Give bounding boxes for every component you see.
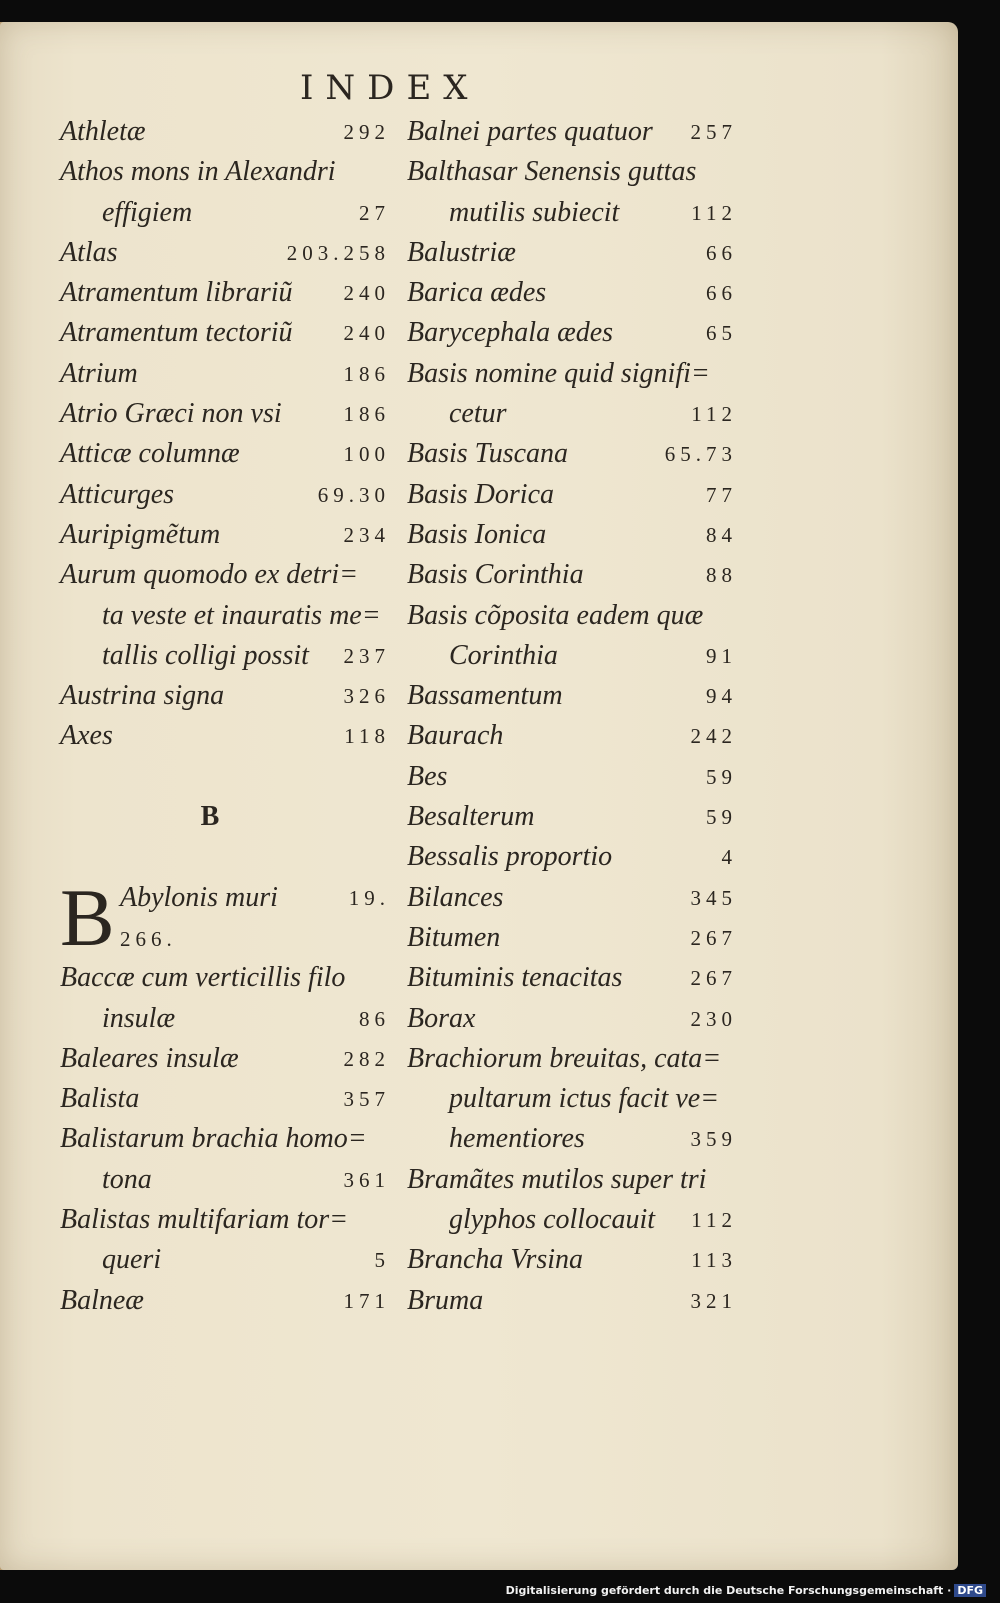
entry-term: Balistas multifariam tor= — [60, 1204, 349, 1236]
entry-term: Auripigmẽtum — [60, 518, 221, 550]
entry-term: pultarum ictus facit ve= — [449, 1083, 720, 1115]
entry-term: Barycephala ædes — [407, 317, 614, 349]
index-entry — [407, 797, 737, 837]
index-entry — [407, 716, 737, 756]
entry-page: 118 — [344, 724, 390, 749]
index-entry — [407, 1039, 737, 1079]
entry-page: 282 — [343, 1046, 390, 1071]
left-column — [60, 112, 390, 1321]
index-entry — [60, 1039, 390, 1079]
entry-page: 88 — [706, 563, 737, 588]
index-entry — [60, 233, 390, 273]
index-entry — [407, 596, 737, 636]
entry-page: 19. — [348, 885, 390, 910]
entry-term: Basis Dorica — [407, 478, 554, 510]
index-entry — [60, 636, 390, 676]
dfg-logo: DFG — [954, 1584, 986, 1597]
left-entry-list-b — [60, 958, 390, 1321]
entry-term: effigiem — [102, 196, 193, 228]
index-entry — [60, 999, 390, 1039]
index-entry — [407, 878, 737, 918]
entry-term: glyphos collocauit — [449, 1204, 656, 1236]
index-entry — [60, 475, 390, 515]
entry-term: Balista — [60, 1083, 140, 1115]
entry-page: 100 — [343, 442, 390, 467]
entry-page: 359 — [690, 1127, 737, 1152]
credit-text: Digitalisierung gefördert durch die Deutsche Forschungsgemeinschaft · — [505, 1584, 952, 1597]
entry-page: 186 — [343, 361, 390, 386]
entry-page: 27 — [359, 200, 390, 225]
index-entry — [407, 1240, 737, 1280]
entry-term: Baurach — [407, 720, 504, 752]
entry-term: Basis Ionica — [407, 518, 547, 550]
entry-page: 257 — [690, 120, 737, 144]
dropcap-initial: B — [60, 871, 115, 963]
entry-page: 5 — [374, 1248, 390, 1273]
entry-term: cetur — [449, 398, 507, 430]
index-entry — [407, 999, 737, 1039]
entry-term: Bilances — [407, 881, 504, 913]
entry-page: 66 — [706, 240, 737, 265]
entry-term: Axes — [60, 720, 113, 752]
index-entry — [60, 555, 390, 595]
index-entry — [407, 958, 737, 998]
entry-page: 266. — [120, 926, 177, 951]
spacer — [60, 757, 390, 797]
right-entry-list — [407, 112, 737, 1321]
digitization-credit — [506, 1584, 986, 1597]
index-entry — [407, 918, 737, 958]
entry-term: tallis colligi possit — [102, 639, 309, 671]
section-letter: B — [200, 801, 220, 833]
entry-page: 345 — [690, 885, 737, 910]
entry-term: Baccæ cum verticillis filo — [60, 962, 346, 994]
entry-page: 171 — [343, 1288, 390, 1313]
entry-term: Atlas — [60, 236, 118, 268]
entry-page: 4 — [721, 845, 737, 870]
right-column — [407, 112, 737, 1321]
entry-term: Aurum quomodo ex detri= — [60, 559, 359, 591]
entry-term: Bassamentum — [407, 680, 563, 712]
entry-term: Bruma — [407, 1284, 484, 1316]
index-entry — [60, 676, 390, 716]
index-entry — [407, 313, 737, 353]
index-entry — [60, 273, 390, 313]
entry-page: 112 — [691, 200, 737, 225]
index-entry — [407, 112, 737, 152]
entry-term: Bituminis tenacitas — [407, 962, 623, 994]
entry-page: 267 — [690, 966, 737, 991]
entry-term: hementiores — [449, 1123, 585, 1155]
entry-term: Basis cõposita eadem quæ — [407, 599, 704, 631]
index-entry — [60, 193, 390, 233]
index-entry — [407, 837, 737, 877]
entry-page: 357 — [343, 1087, 390, 1112]
entry-term: Basis Tuscana — [407, 438, 569, 470]
entry-term: Balustriæ — [407, 236, 516, 268]
entry-term: queri — [102, 1244, 162, 1276]
entry-term: Atramentum tectoriũ — [60, 317, 293, 349]
entry-term: Atticurges — [60, 478, 175, 510]
entry-page: 59 — [706, 764, 737, 789]
entry-page: 86 — [359, 1006, 390, 1031]
index-entry — [60, 112, 390, 152]
entry-page: 91 — [706, 643, 737, 668]
index-entry — [407, 152, 737, 192]
entry-term: Bramãtes mutilos super tri — [407, 1163, 707, 1195]
entry-term: Brachiorum breuitas, cata= — [407, 1042, 722, 1074]
entry-page: 77 — [706, 482, 737, 507]
entry-page: 69.30 — [317, 482, 390, 507]
index-entry — [60, 1160, 390, 1200]
entry-term: Barica ædes — [407, 277, 547, 309]
entry-term: Balthasar Senensis guttas — [407, 156, 697, 188]
entry-term: Athos mons in Alexandri — [60, 156, 336, 188]
entry-page: 112 — [691, 1208, 737, 1233]
entry-page: 94 — [706, 684, 737, 709]
index-entry — [407, 757, 737, 797]
entry-page: 242 — [690, 724, 737, 749]
entry-page: 237 — [343, 643, 390, 668]
index-entry — [407, 555, 737, 595]
entry-term: Basis Corinthia — [407, 559, 584, 591]
index-entry — [60, 1281, 390, 1321]
entry-page: 84 — [706, 522, 737, 547]
entry-term: Bessalis proportio — [407, 841, 613, 873]
index-entry — [407, 434, 737, 474]
entry-term: insulæ — [102, 1002, 176, 1034]
index-entry — [407, 515, 737, 555]
index-entry — [60, 515, 390, 555]
entry-term: Borax — [407, 1002, 476, 1034]
index-entry — [407, 193, 737, 233]
entry-term: Athletæ — [60, 116, 146, 147]
entry-page: 186 — [343, 402, 390, 427]
page-header: INDEX — [300, 68, 480, 108]
index-entry — [407, 1160, 737, 1200]
index-entry — [407, 273, 737, 313]
entry-page: 361 — [343, 1167, 390, 1192]
entry-term: mutilis subiecit — [449, 196, 620, 228]
entry-term: ta veste et inauratis me= — [102, 599, 381, 631]
index-entry — [60, 1240, 390, 1280]
index-entry — [60, 716, 390, 756]
index-entry — [407, 636, 737, 676]
entry-term: Atramentum librariũ — [60, 277, 293, 309]
index-entry — [60, 313, 390, 353]
index-entry — [60, 1119, 390, 1159]
entry-term: Baleares insulæ — [60, 1042, 239, 1074]
left-entry-list — [60, 112, 390, 757]
index-entry — [407, 1281, 737, 1321]
entry-term: tona — [102, 1163, 152, 1195]
entry-page: 59 — [706, 805, 737, 830]
entry-term: Balnei partes quatuor — [407, 116, 653, 147]
entry-page: 321 — [690, 1288, 737, 1313]
entry-term: Brancha Vrsina — [407, 1244, 584, 1276]
index-entry — [407, 354, 737, 394]
index-entry — [60, 394, 390, 434]
entry-term: Basis nomine quid signifi= — [407, 357, 710, 389]
entry-page: 65 — [706, 321, 737, 346]
entry-page: 230 — [690, 1006, 737, 1031]
index-entry — [60, 1079, 390, 1119]
entry-page: 65.73 — [664, 442, 737, 467]
entry-page: 267 — [690, 925, 737, 950]
entry-term: Atrium — [60, 357, 138, 389]
dropcap-entry — [60, 871, 390, 963]
index-entry — [60, 918, 390, 959]
entry-page: 234 — [343, 522, 390, 547]
index-entry — [407, 1079, 737, 1119]
index-entry — [60, 878, 390, 918]
entry-page: 326 — [343, 684, 390, 709]
index-entry — [60, 596, 390, 636]
entry-term: Balistarum brachia homo= — [60, 1123, 367, 1155]
index-entry — [407, 1200, 737, 1240]
entry-term: Bitumen — [407, 921, 501, 953]
index-entry — [407, 1119, 737, 1159]
entry-term: Besalterum — [407, 801, 535, 833]
entry-term: Corinthia — [449, 639, 558, 671]
index-entry — [407, 233, 737, 273]
index-entry — [60, 354, 390, 394]
entry-page: 240 — [343, 321, 390, 346]
entry-term: Abylonis muri — [120, 881, 278, 913]
entry-term: Balneæ — [60, 1284, 144, 1316]
index-entry — [407, 676, 737, 716]
index-entry — [60, 958, 390, 998]
index-entry — [60, 1200, 390, 1240]
entry-term: Atrio Græci non vsi — [60, 398, 282, 430]
entry-term: Austrina signa — [60, 680, 225, 712]
index-entry — [407, 475, 737, 515]
entry-term: Bes — [407, 760, 448, 792]
index-entry — [407, 394, 737, 434]
index-entry — [60, 152, 390, 192]
entry-page: 113 — [691, 1248, 737, 1273]
entry-term: Atticæ columnæ — [60, 438, 240, 470]
index-entry — [60, 434, 390, 474]
entry-page: 112 — [691, 402, 737, 427]
entry-page: 292 — [343, 120, 390, 144]
entry-page: 203.258 — [286, 240, 390, 265]
entry-page: 240 — [343, 281, 390, 306]
entry-page: 66 — [706, 281, 737, 306]
